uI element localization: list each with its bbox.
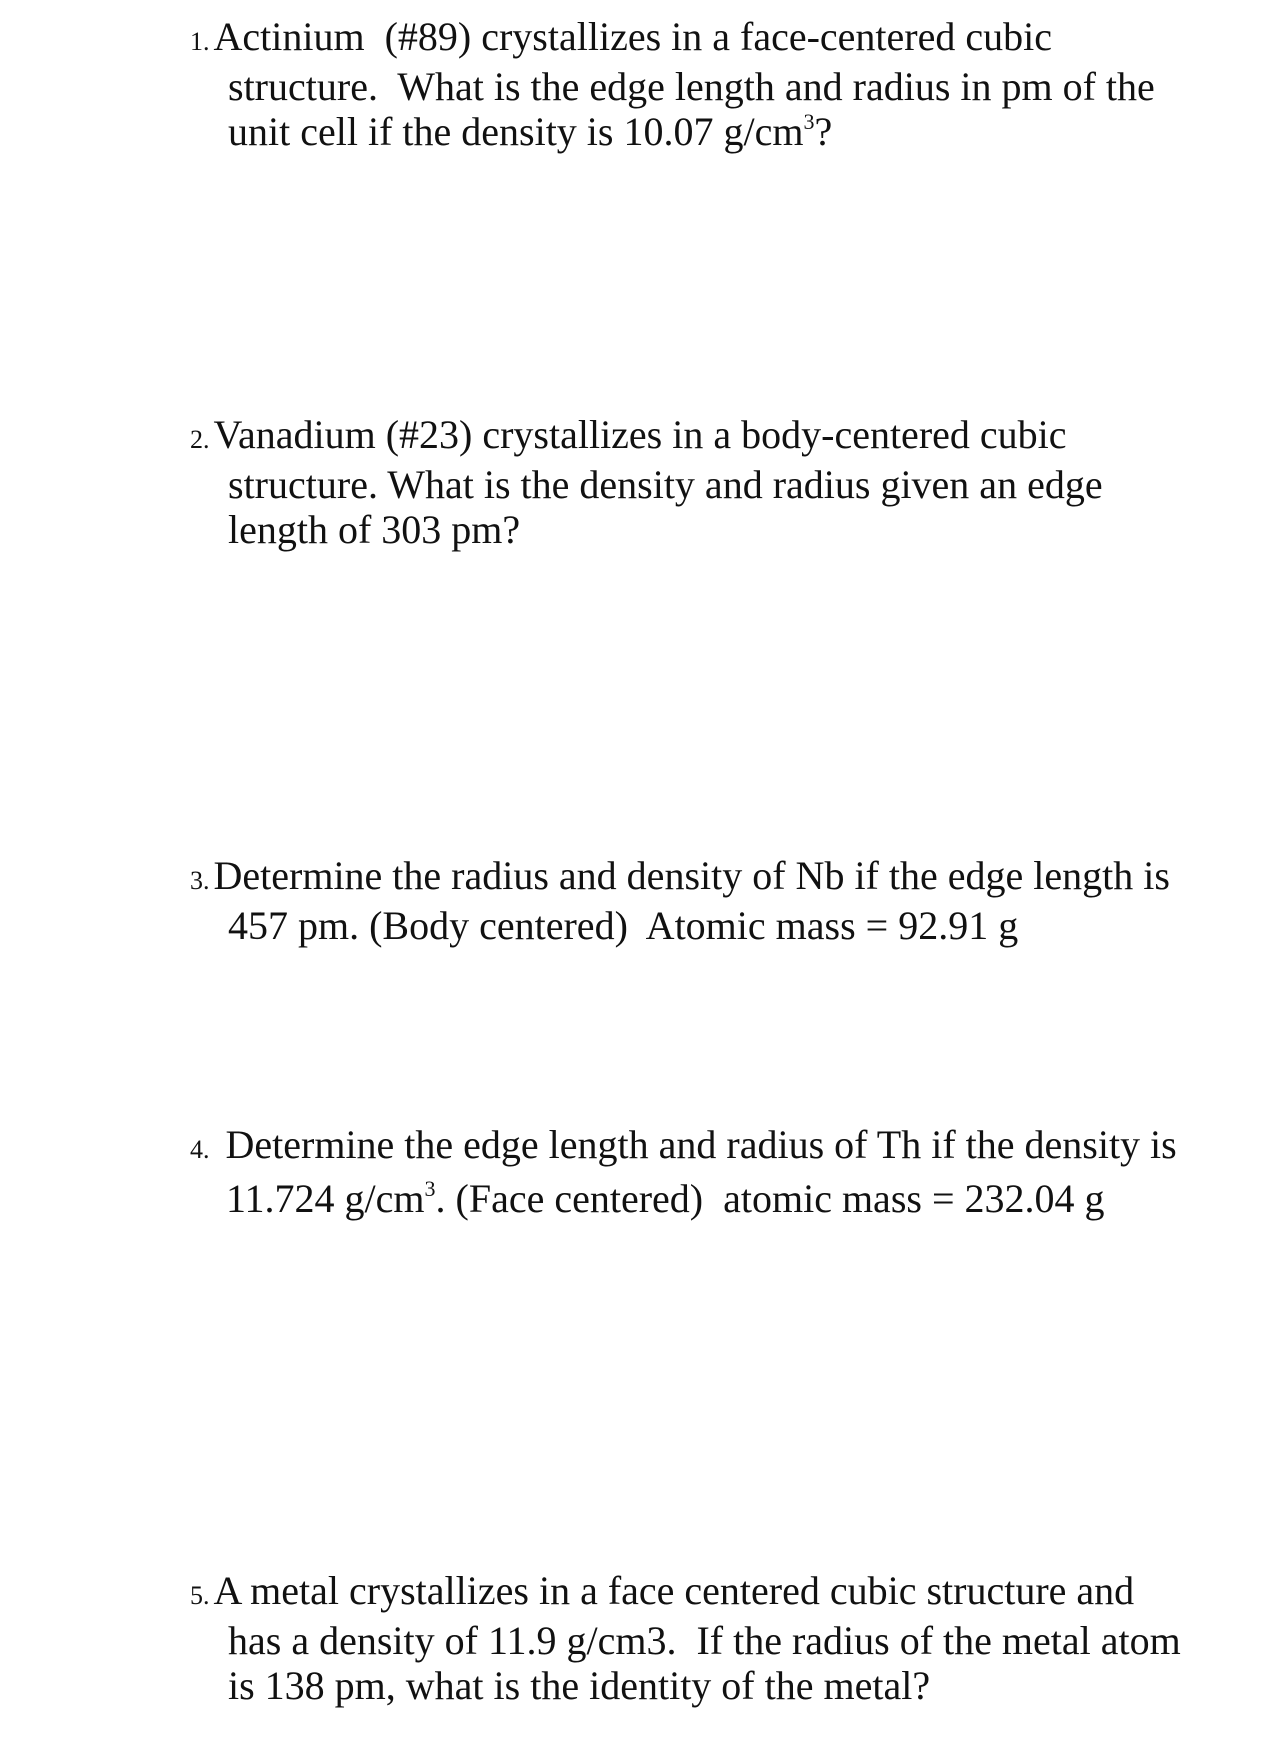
question-3-line-1 — [190, 853, 1190, 903]
question-text: length of 303 pm? — [228, 507, 521, 552]
question-text: unit cell if the density is 10.07 g/cm — [228, 109, 804, 154]
superscript: 3 — [803, 109, 815, 134]
question-1-line-3 — [190, 109, 1190, 154]
question-5-line-1 — [190, 1568, 1190, 1618]
question-2-line-2 — [190, 462, 1190, 507]
question-4 — [190, 1122, 1190, 1221]
question-text: . (Face centered) atomic mass = 232.04 g — [435, 1176, 1105, 1221]
question-5 — [190, 1568, 1190, 1708]
question-3-line-2 — [190, 903, 1190, 948]
question-text: 457 pm. (Body centered) Atomic mass = 92.91 g — [228, 903, 1019, 948]
question-1-line-1 — [190, 14, 1190, 64]
question-2 — [190, 412, 1190, 552]
question-number: 1. — [190, 27, 210, 56]
question-text: Actinium (#89) crystallizes in a face-centered cubic — [213, 14, 1052, 59]
question-1 — [190, 14, 1190, 154]
question-number: 3. — [190, 866, 210, 895]
question-text: structure. What is the edge length and radius in pm of the — [228, 64, 1155, 109]
question-2-line-1 — [190, 412, 1190, 462]
question-5-line-3 — [190, 1663, 1190, 1708]
question-number: 2. — [190, 425, 210, 454]
question-number: 5. — [190, 1581, 210, 1610]
question-text: Determine the edge length and radius of Th if the density is — [225, 1122, 1177, 1167]
question-5-line-2 — [190, 1618, 1190, 1663]
question-3 — [190, 853, 1190, 948]
question-text: Vanadium (#23) crystallizes in a body-centered cubic — [213, 412, 1067, 457]
question-1-line-2 — [190, 64, 1190, 109]
question-text: 11.724 g/cm — [226, 1176, 425, 1221]
question-4-line-2 — [190, 1176, 1190, 1221]
superscript: 3 — [424, 1176, 436, 1201]
question-4-line-1 — [190, 1122, 1190, 1172]
question-text: is 138 pm, what is the identity of the metal? — [228, 1663, 931, 1708]
question-2-line-3 — [190, 507, 1190, 552]
question-number: 4. — [190, 1135, 210, 1164]
question-text: A metal crystallizes in a face centered cubic structure and — [213, 1568, 1135, 1613]
question-text: has a density of 11.9 g/cm3. If the radius of the metal atom — [228, 1618, 1181, 1663]
question-text: Determine the radius and density of Nb if the edge length is — [213, 853, 1170, 898]
question-text: ? — [814, 109, 833, 154]
question-text: structure. What is the density and radius given an edge — [228, 462, 1103, 507]
